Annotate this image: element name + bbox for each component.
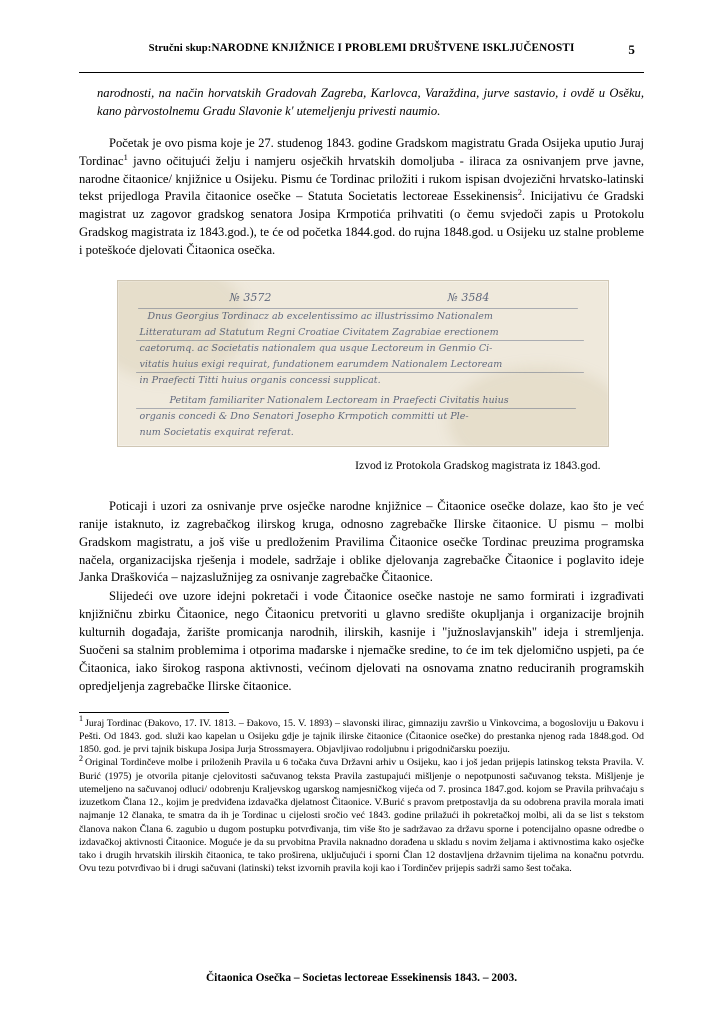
running-head [52, 42, 671, 57]
facsimile-image [117, 280, 609, 447]
footnote-area [52, 712, 671, 876]
paragraph-1-part2: javno očitujući želju i namjeru osječkih hrvatskih domoljuba - iliraca za osnivanjem prve javne, narodne čitaonice/ knjižnice u Osijeku. Pismu će Tordinac priložiti i rukom ispisan dvojezični hrvatsko-latinski tekst prijedloga Pravila čitaonice osečke – Statuta Societatis lectoreae Essekinensis [79, 153, 644, 204]
page-footer: Čitaonica Osečka – Societas lectoreae Essekinensis 1843. – 2003. [205, 972, 518, 984]
page-title: NARODNE KNJIŽNICE I PROBLEMI DRUŠTVENE ISKLJUČENOSTI [211, 42, 575, 54]
facsimile-line-1: Dnus Georgius Tordinacz ab excelentissimo ac illustrissimo Nationalem [147, 310, 493, 322]
facsimile-mark-top-right: № 3584 [447, 290, 490, 304]
running-head-left: Stručni skup [148, 43, 208, 54]
footnote-ref-1[interactable]: 1 [123, 152, 128, 162]
footnote-2-number: 2 [79, 754, 83, 763]
facsimile-line-4: vitatis huius exigi requirat, fundationem earumdem Nationalem Lectoream [139, 358, 503, 370]
paragraph-3: Slijedeći ove uzore idejni pokretači i vode Čitaonice osečke nastoje ne samo formirati i izgrađivati knjižničnu zbirku Čitaonice, nego Čitaonicu pretvoriti u glavno središte okupljanja i organizacije brojnih kulturnih događaja, žarište promicanja narodnih, ilirskih, kasnije i "južnoslavjanskih" ideja i stremljenja. Suočeni sa stalnim problemima i otporima mađarske i njemačke sredine, to će im tek djelomično uspjeti, pa će Čitaonica, iako širokog raspona aktivnosti, većinom djelovati na osnovama znatno reduciranih programskih opredjeljenja zagrebačke Ilirske čitaonice. [79, 589, 644, 693]
footnote-2 [79, 756, 644, 875]
page-number: 5 [628, 42, 635, 57]
facsimile-line-6: Petitam familiariter Nationalem Lectoream in Praefecti Civitatis huius [169, 394, 509, 406]
body-content [52, 85, 671, 696]
footnote-2-text: Original Tordinčeve molbe i priloženih Pravila u 6 točaka čuva Državni arhiv u Osijeku, kao i još jedan prijepis latinskog teksta Pravila. V. Burić (1975) je otvorila pitanje cjelovitosti sačuvanog teksta Pravila zastupajući mišljenje o nepotpunosti sačuvanog teksta. Mišljenje je utemeljeno na sačuvanoj odluci/ odobrenju Kraljevskog ugarskog namjesničkog vijeća od 7. prosinca 1847.god. kojom se Pravila prihvaćaju s izuzetkom Člana 12., kojim je predviđena izdavačka djelatnost Čitaonice. V.Burić s pravom pretpostavlja da su odobrena pravila morala imati najmanje 12 članaka, te smatra da ih je Tordinac u cijelosti sročio već 1843. godine prilažući ih pokretačkoj molbi, ali da se list s tekstom članova nakon Člana 6. zagubio u dugom postupku potvrđivanja, tim više što je sadržavao za državu sporne i potencijalno opasne odredbe o izdavačkoj aktivnosti Čitaonice. Moguće je da su prvobitna Pravila naknadno dorađena u skladu s novim željama i aktivnostima kako osječke tako i drugih hrvatskih ilirskih čitaonica, te tako proširena, uključujući i sporni Član 12 dostavljena državnim tijelima na konačnu potvrdu. Ovu tezu potvrđivao bi i drugi sačuvani (latinski) tekst izvornih pravila koji kao i Tordinčev prijepis sadrži samo šest točaka. [79, 757, 644, 875]
paragraph-1 [79, 135, 644, 260]
paragraph-2: Poticaji i uzori za osnivanje prve osječke narodne knjižnice – Čitaonice osečke dolaze, kao što je već ranije istaknuto, iz zagrebačkog ilirskog kruga, odnosno zagrebačke Ilirske čitaonice. U pismu – molbi Gradskom magistratu, a još više u predloženim Pravilima Čitaonice osečke Tordinac preuzima programska načela, organizacijska rješenja i modele, sadržaje i oblike djelovanja zagrebačke Čitaonice i poglavito ideje Janka Draškovića – najzaslužnijeg za osnivanje zagrebačke Čitaonice. [79, 498, 644, 585]
paper-stain [448, 366, 609, 447]
header-divider [79, 72, 644, 73]
facsimile-line-8: num Societatis exquirat referat. [139, 426, 294, 438]
footnote-1-text: Juraj Tordinac (Đakovo, 17. IV. 1813. – Đakovo, 15. V. 1893) – slavonski ilirac, gimnaziju završio u Vinkovcima, a bogosloviju u Đakovu i Pešti. Od 1843. god. služi kao kapelan u Osijeku gdje je tajnik ilirske čitaonice (Čitaonice osečke) do prestanka njenog rada 1848.god. Od 1850. god. je prvi tajnik biskupa Josipa Jurja Strossmayera. Objavljivao rodoljubnu i prigodničarsku poeziju. [79, 717, 644, 756]
facsimile-line-7: organis concedi & Dno Senatori Josepho Krmpotich committi ut Ple- [139, 410, 469, 422]
footnote-1-number: 1 [79, 714, 83, 724]
paragraph-1-part1: Početak je ovo pisma koje je 27. studenog 1843. godine Gradskom magistratu Grada Osijeka uputio Juraj Tordinac [79, 135, 644, 168]
facsimile-line-5: in Praefecti Titti huius organis concessi supplicat. [139, 374, 381, 386]
running-head-separator: : [207, 43, 212, 54]
facsimile-mark-top-left: № 3572 [229, 290, 272, 304]
footnote-1 [79, 714, 644, 757]
figure-caption: Izvod iz Protokola Gradskog magistrata iz 1843.god. [355, 458, 601, 472]
figure-facsimile [117, 280, 607, 472]
block-quote: narodnosti, na način horvatskih Gradovah Zagreba, Karlovca, Varaždina, jurve sastavio, i ovdě u Osěku, kano pàrvostolnemu Gradu Slavonie k' utemeljenju privesti naumio. [97, 86, 644, 118]
facsimile-line-2: Litteraturam ad Statutum Regni Croatiae Civitatem Zagrabiae erectionem [139, 326, 499, 338]
footnote-ref-2[interactable]: 2 [517, 188, 522, 198]
paragraph-1-part3: . Inicijativu će Gradski magistrat uz zagovor gradskog senatora Josipa Krmpotića prihvatiti (o čemu svjedoči zapis u Protokolu Gradskog magistrata iz 1843.god.), te će od početka 1844.god. do rujna 1848.god. u Osijeku uz stalne probleme i poteškoće djelovati Čitaonica osečka. [79, 189, 645, 257]
facsimile-line-3: caetorumq. ac Societatis nationalem qua usque Lectoreum in Genmio Ci- [139, 342, 493, 354]
footnote-divider [79, 712, 229, 713]
